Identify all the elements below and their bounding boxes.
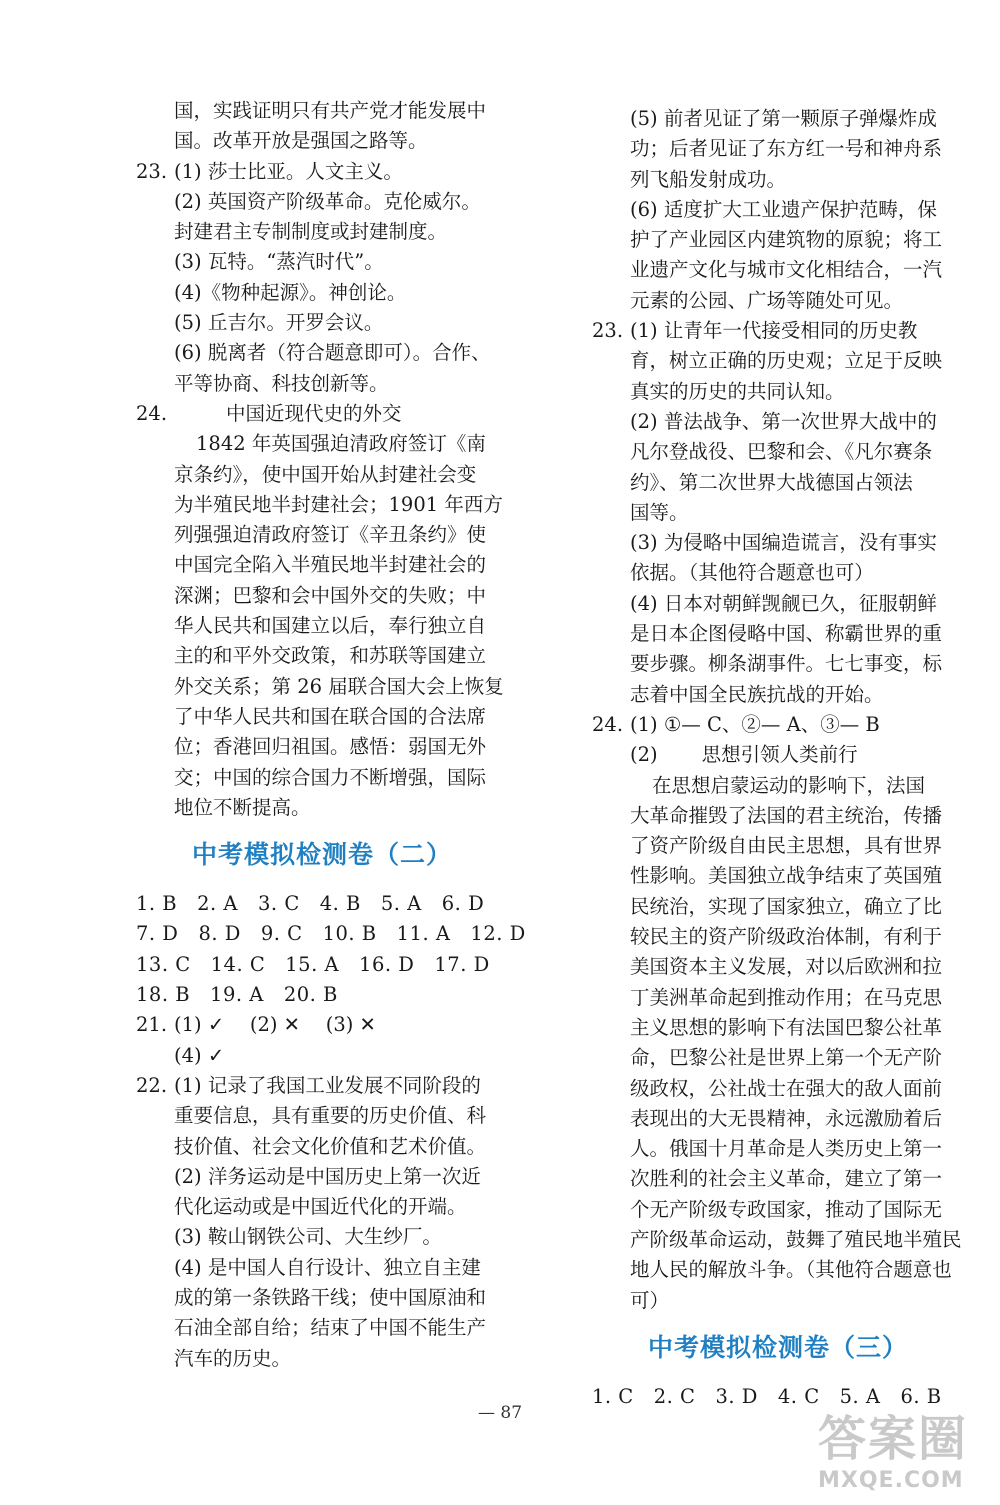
essay-title: 中国近现代史的外交 [226,401,402,425]
text-line: 美国资本主义发展，对以后欧洲和拉 [630,955,943,979]
text-line: 列强强迫清政府签订《辛丑条约》使 [174,523,487,547]
text-line: 要步骤。柳条湖事件。七七事变，标 [630,652,943,676]
text-line: 京条约》，使中国开始从封建社会变 [174,462,477,486]
text-line: 丁美洲革命起到推动作用；在马克思 [630,985,943,1009]
text-line: (2) 洋务运动是中国历史上第一次近 [174,1164,481,1188]
text-line: 地位不断提高。 [174,795,311,819]
text-line: 主的和平外交政策，和苏联等国建立 [174,644,487,668]
answer-row: 13. C 14. C 15. A 16. D 17. D [136,952,490,976]
text-line: 交；中国的综合国力不断增强，国际 [174,765,487,789]
question-22: 22. (1) 记录了我国工业发展不同阶段的 [136,1071,508,1101]
text-line: 国，实践证明只有共产党才能发展中 [174,99,487,122]
text-line: 封建君主专制制度或封建制度。 [174,220,448,244]
text-line: 依据。（其他符合题意也可） [630,561,874,585]
text-line: 次胜利的社会主义革命，建立了第一 [630,1167,943,1191]
text-line: (6) 脱离者（符合题意即可）。合作、 [174,341,491,365]
question-number: 23. [136,159,168,183]
text-line: 凡尔登战役、巴黎和会、《凡尔赛条 [630,440,933,464]
text-line: 个无产阶级专政国家，推动了国际无 [630,1197,943,1221]
section-title: 中考模拟检测卷（三） [647,1332,908,1362]
text-line: 国。改革开放是强国之路等。 [174,129,428,153]
text-line: (4)《物种起源》。神创论。 [174,280,407,304]
text-line: 命，巴黎公社是世界上第一个无产阶 [630,1046,943,1070]
text-line: (5) 丘吉尔。开罗会议。 [174,311,384,335]
question-24: 24. (1) ①— C、②— A、③— B [592,710,964,740]
text-line: (4) 日本对朝鲜觊觎已久，征服朝鲜 [630,591,937,615]
text-line: 业遗产文化与城市文化相结合，一汽 [630,258,943,282]
text-line: (6) 适度扩大工业遗产保护范畴，保 [630,197,937,221]
text-line: (4) ✓ [174,1043,225,1067]
text-line: 为半殖民地半封建社会；1901 年西方 [174,492,503,516]
text-line: (3) 瓦特。“蒸汽时代”。 [174,250,384,274]
watermark-url: MXQE.COM [818,1468,964,1493]
text-line: 了资产阶级自由民主思想，具有世界 [630,834,943,858]
text-line: (3) 鞍山钢铁公司、大生纱厂。 [174,1225,442,1249]
text-line: 表现出的大无畏精神，永远激励着后 [630,1106,943,1130]
text-line: 护了产业园区内建筑物的原貌；将工 [630,228,943,252]
question-number: 22. [136,1073,168,1097]
answer-row: 18. B 19. A 20. B [136,983,338,1007]
watermark-logo [818,1410,988,1502]
watermark-text: 答案圈 [818,1411,969,1467]
text-line: (5) 前者见证了第一颗原子弹爆炸成 [630,107,937,130]
text-line: 深渊；巴黎和会中国外交的失败；中 [174,583,487,607]
text-line: 功；后者见证了东方红一号和神舟系 [630,137,943,161]
text-line: 了中华人民共和国在联合国的合法席 [174,704,487,728]
question-number: 24. [592,712,624,736]
question-24 [136,399,508,429]
question-number: 24. [136,401,168,425]
text-line: 是日本企图侵略中国、称霸世界的重 [630,622,943,646]
section-title: 中考模拟检测卷（二） [191,840,452,870]
text-line: (2) 普法战争、第一次世界大战中的 [630,409,937,433]
text-line: (2) 思想引领人类前行 [630,743,858,767]
text-line: 志着中国全民族抗战的开始。 [630,682,884,706]
essay-title: 思想引领人类前行 [701,743,858,767]
text-line: 产阶级革命运动，鼓舞了殖民地半殖民 [630,1227,962,1251]
text-line: 石油全部自给；结束了中国不能生产 [174,1316,487,1340]
question-23: 23. (1) 让青年一代接受相同的历史教 [592,316,964,346]
text-line: 真实的历史的共同认知。 [630,379,845,403]
text-line: (2) 英国资产阶级革命。克伦威尔。 [174,189,481,213]
text-line: 可） [630,1288,670,1312]
answer-row: 1. B 2. A 3. C 4. B 5. A 6. D [136,892,485,916]
text-line: 华人民共和国建立以后，奉行独立自 [174,614,487,638]
text-line: 重要信息，具有重要的历史价值、科 [174,1104,487,1128]
text-line: 大革命摧毁了法国的君主统治，传播 [630,803,943,827]
text-line: (3) 为侵略中国编造谎言，没有事实 [630,531,937,555]
text-line: 平等协商、科技创新等。 [174,371,389,395]
question-23: 23. (1) 莎士比亚。人文主义。 [136,157,508,187]
question-number: 21. [136,1013,168,1037]
text-line: 外交关系；第 26 届联合国大会上恢复 [174,674,504,698]
text-line: 性影响。美国独立战争结束了英国殖 [630,864,943,888]
text-line: 1842 年英国强迫清政府签订《南 [196,432,486,456]
text-line: 级政权，公社战士在强大的敌人面前 [630,1076,943,1100]
right-column [592,104,964,1412]
text-line: 主义思想的影响下有法国巴黎公社革 [630,1015,943,1039]
answer-row: 1. C 2. C 3. D 4. C 5. A 6. B [592,1384,942,1408]
text-line: 在思想启蒙运动的影响下，法国 [652,773,926,797]
text-line: 约》、第二次世界大战德国占领法 [630,470,913,494]
text-line: 技价值、社会文化价值和艺术价值。 [174,1134,487,1158]
page-number: — 87 [477,1403,523,1423]
text-line: 民统治，实现了国家独立，确立了比 [630,894,943,918]
question-21: 21. (1) ✓ (2) ✕ (3) ✕ [136,1010,508,1040]
text-line: 地人民的解放斗争。（其他符合题意也 [630,1258,952,1282]
text-line: 汽车的历史。 [174,1346,292,1370]
left-column [136,96,526,1374]
text-line: 中国完全陷入半殖民地半封建社会的 [174,553,487,577]
text-line: 位；香港回归祖国。感悟：弱国无外 [174,735,487,759]
text-line: 成的第一条铁路干线；使中国原油和 [174,1285,487,1309]
text-line: 较民主的资产阶级政治体制，有利于 [630,925,943,949]
text-line: 代化运动或是中国近代化的开端。 [174,1195,467,1219]
text-line: (4) 是中国人自行设计、独立自主建 [174,1255,481,1279]
text-line: 元素的公园、广场等随处可见。 [630,288,904,312]
answer-row: 7. D 8. D 9. C 10. B 11. A 12. D [136,922,526,946]
text-line: 人。俄国十月革命是人类历史上第一 [630,1137,943,1161]
text-line: 列飞船发射成功。 [630,167,787,191]
text-line: 国等。 [630,500,689,524]
text-line: 育，树立正确的历史观；立足于反映 [630,349,943,373]
question-number: 23. [592,319,624,343]
